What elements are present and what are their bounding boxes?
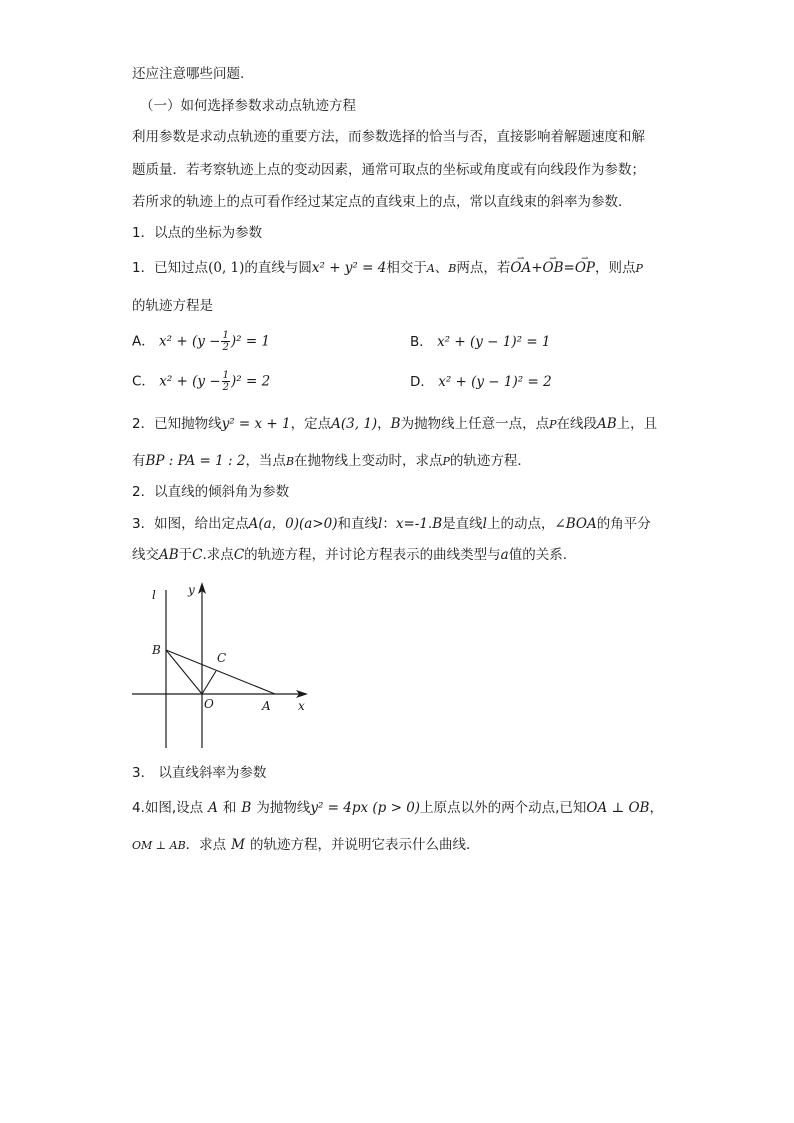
- choice-A-expr-pre: x² + (y −: [159, 333, 221, 350]
- paragraph-line-2: 题质量．若考察轨迹上点的变动因素，通常可取点的坐标或角度或有向线段作为参数；: [132, 162, 645, 178]
- q3-line-l: l: [378, 516, 383, 532]
- q2-line2-b: ，当点: [245, 453, 286, 469]
- q3-text-b: 和直线: [337, 516, 378, 532]
- q4-parabola: y² = 4px (p > 0): [310, 800, 421, 816]
- label-A: A: [262, 699, 271, 713]
- q3-point-C-2: C: [233, 547, 245, 563]
- q2-text-d: 为抛物线上任意一点，点: [400, 416, 550, 432]
- fraction-numerator: 1: [222, 330, 229, 341]
- question-2-line-2: [132, 451, 531, 472]
- q4-line2-b: 的轨迹方程，并说明它表示什么曲线．: [249, 837, 480, 853]
- q3-param-a: a: [500, 547, 509, 563]
- q3-line2-a: 线交: [132, 547, 159, 563]
- choice-C-expr-post: )² = 2: [231, 373, 271, 390]
- q2-line2-c: 在抛物线上变动时，求点: [294, 453, 443, 469]
- q4-text-a: 4.如图,设点: [132, 800, 204, 816]
- q1-plus: +: [531, 260, 543, 276]
- question-3-line-2: [132, 545, 567, 565]
- q1-text-b: 的直线与圆: [244, 260, 312, 276]
- q3-line-l-2: l: [482, 516, 487, 532]
- question-3-line-1: [132, 514, 651, 534]
- q4-perp-OM-AB: OM ⊥ AB: [132, 839, 186, 852]
- q2-line2-d: 的轨迹方程．: [449, 453, 531, 469]
- label-y: y: [188, 583, 195, 597]
- segment-OC: [202, 671, 216, 694]
- geometry-figure: [120, 572, 320, 754]
- choice-C[interactable]: [132, 370, 270, 393]
- q3-text-f: 的角平分: [596, 516, 651, 532]
- q1-text-e: ，则点: [595, 260, 636, 276]
- heading-inclination-angle: 2．以直线的倾斜角为参数: [132, 484, 290, 500]
- q1-circle-equation: x² + y² = 4: [311, 260, 387, 276]
- q4-perp-OA-OB: OA ⊥ OB: [586, 800, 650, 816]
- q3-angle: ∠BOA: [554, 516, 597, 532]
- choice-B-label: B．: [410, 334, 433, 350]
- q3-dot: .: [427, 516, 433, 532]
- q3-line-equation: x=-1: [395, 516, 428, 532]
- q3-segment-AB: AB: [159, 547, 179, 563]
- q3-line2-d: 的轨迹方程，并讨论方程表示的曲线类型与: [244, 547, 501, 563]
- paragraph-line-3: 若所求的轨迹上的点可看作经过某定点的直线束上的点，常以直线束的斜率为参数．: [132, 194, 632, 210]
- intro-line: 还应注意哪些问题.: [132, 66, 245, 82]
- choice-C-expr-pre: x² + (y −: [159, 373, 221, 390]
- q4-point-B: B: [241, 800, 252, 816]
- label-C: C: [217, 651, 227, 665]
- q2-line2-a: 有: [132, 453, 146, 469]
- choice-A[interactable]: [132, 330, 270, 353]
- choice-B-expr: x² + (y − 1)² = 1: [437, 334, 551, 350]
- choice-A-expr-post: )² = 1: [230, 333, 271, 350]
- q4-text-d: 上原点以外的两个动点,已知: [420, 800, 587, 816]
- choice-C-label: C．: [132, 373, 155, 390]
- q1-sep: 、: [434, 260, 449, 276]
- q1-equals: =: [563, 260, 575, 276]
- q3-point-A: A(a，0)(a>0): [248, 516, 338, 532]
- q4-text-b: 和: [222, 800, 237, 816]
- q4-point-M: M: [231, 837, 245, 853]
- q1-text-c: 相交于: [386, 260, 427, 276]
- segment-BO: [166, 650, 202, 694]
- fraction-denominator: 2: [222, 342, 229, 353]
- fraction-numerator: 1: [222, 370, 230, 381]
- q2-point-P: P: [549, 418, 557, 431]
- q4-text-c: 为抛物线: [256, 800, 311, 816]
- question-1-line-1: [132, 258, 643, 279]
- q2-point-B-2: B: [285, 455, 295, 468]
- choice-D-expr: x² + (y − 1)² = 2: [438, 374, 552, 390]
- q4-text-e: ，: [649, 800, 663, 816]
- q2-text-c: ，: [377, 416, 391, 432]
- paragraph-line-1: 利用参数是求动点轨迹的重要方法，而参数选择的恰当与否，直接影响着解题速度和解: [132, 129, 645, 145]
- q3-point-C: C: [192, 547, 203, 563]
- section-title: （一）如何选择参数求动点轨迹方程: [140, 98, 356, 114]
- q2-point-A: A(3, 1): [331, 416, 378, 432]
- q3-text-c: ：: [382, 516, 396, 532]
- q2-segment-AB: AB: [597, 416, 617, 432]
- q4-point-A: A: [208, 800, 218, 816]
- q2-point-P-2: P: [442, 455, 450, 468]
- q2-point-B: B: [390, 416, 401, 432]
- question-2-line-1: [132, 414, 657, 435]
- label-O: O: [204, 697, 214, 711]
- q1-point-B: B: [448, 262, 457, 275]
- label-B: B: [152, 643, 161, 657]
- q2-text-f: 上，且: [616, 416, 658, 432]
- q3-text-d: 是直线: [442, 516, 483, 532]
- q1-text-d: 两点，若: [456, 260, 511, 276]
- q1-vector-OA: ⇀ OA: [510, 258, 531, 278]
- q3-text-a: 3．如图，给出定点: [132, 516, 249, 532]
- q1-point-A: A: [426, 262, 435, 275]
- q1-vector-OP: ⇀ OP: [575, 258, 595, 278]
- question-4-line-2: [132, 835, 479, 856]
- question-1-line-2: 的轨迹方程是: [132, 298, 213, 314]
- choice-B[interactable]: [410, 332, 551, 352]
- q3-text-e: 上的动点，: [486, 516, 555, 532]
- q1-text-a: 1．已知过点: [132, 260, 209, 276]
- label-l: l: [152, 588, 156, 602]
- q2-text-e: 在线段: [556, 416, 597, 432]
- q1-vector-OB: ⇀ OB: [543, 258, 564, 278]
- question-4-line-1: [132, 798, 663, 818]
- q3-line2-e: 值的关系.: [508, 547, 568, 563]
- heading-slope: 3． 以直线斜率为参数: [132, 765, 267, 781]
- q1-point: (0, 1): [208, 260, 245, 276]
- q2-text-a: 2．已知抛物线: [132, 416, 222, 432]
- q3-line2-b: 于: [178, 547, 193, 563]
- q1-point-P: P: [635, 262, 643, 275]
- heading-point-coordinates: 1．以点的坐标为参数: [132, 225, 263, 241]
- choice-D[interactable]: [410, 372, 552, 392]
- label-x: x: [298, 699, 305, 713]
- choice-A-label: A．: [132, 333, 155, 350]
- fraction-denominator: 2: [222, 382, 230, 393]
- q3-point-B: B: [432, 516, 443, 532]
- choice-C-fraction: [222, 370, 230, 393]
- choice-A-fraction: [221, 330, 229, 353]
- q2-text-b: ，定点: [290, 416, 332, 432]
- q2-ratio: BP : PA = 1 : 2: [145, 453, 246, 469]
- q3-line2-c: .求点: [202, 547, 234, 563]
- q4-line2-a: ．求点: [185, 837, 227, 853]
- choice-D-label: D．: [410, 374, 434, 390]
- q2-parabola: y² = x + 1: [221, 416, 291, 432]
